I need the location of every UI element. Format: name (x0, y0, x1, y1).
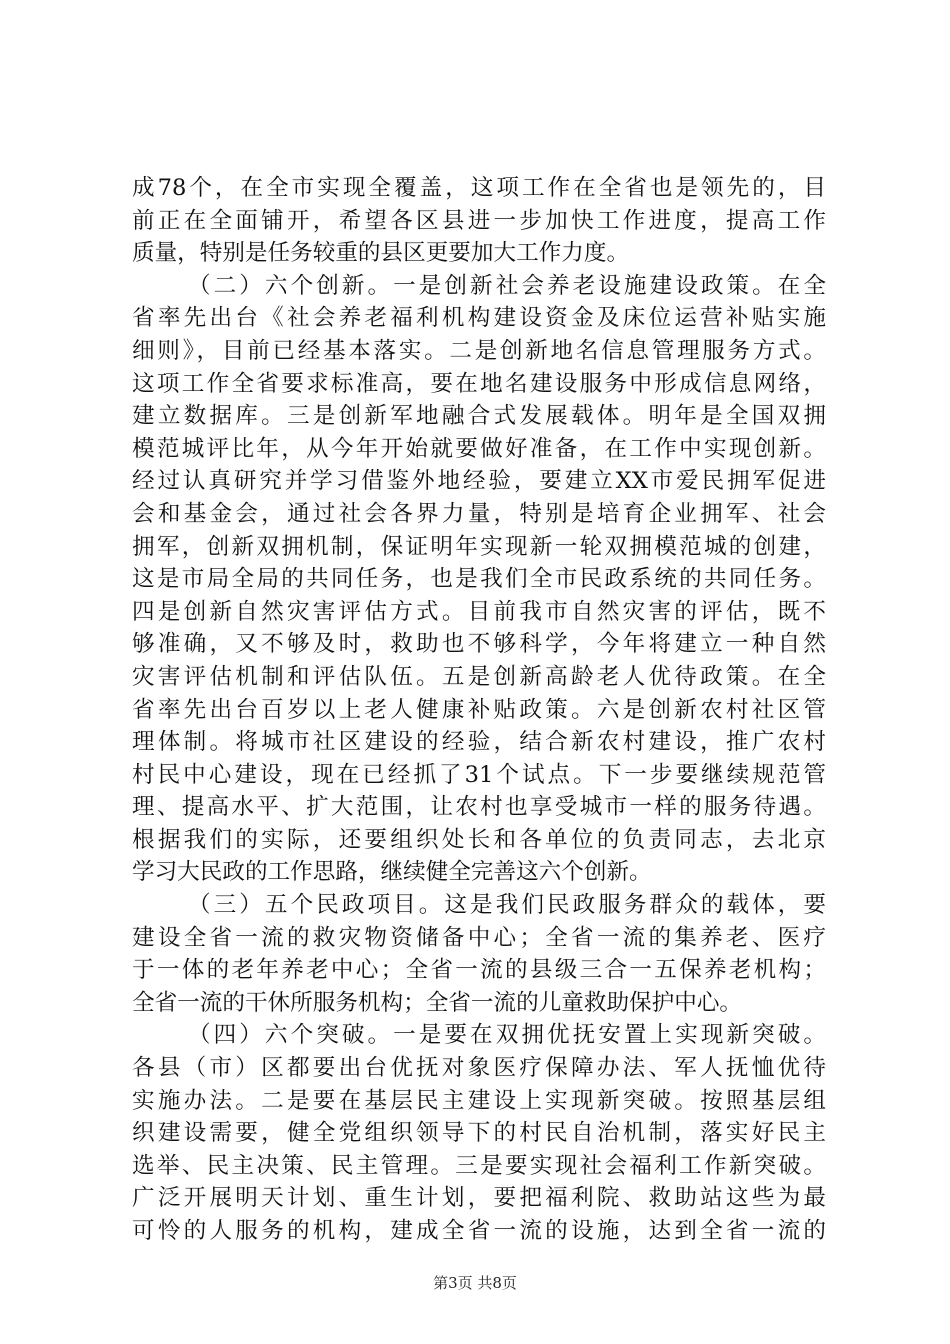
text-line: 质量，特别是任务较重的县区更要加大工作力度。 (132, 240, 630, 267)
text-line: 建设全省一流的救灾物资储备中心；全省一流的集养老、医疗 (132, 924, 826, 951)
text-line: （二）六个创新。一是创新社会养老设施建设政策。在全 (188, 272, 826, 299)
text-line: 成78个，在全市实现全覆盖，这项工作在全省也是领先的，目 (132, 175, 826, 201)
text-line: 可怜的人服务的机构，建成全省一流的设施，达到全省一流的 (132, 1218, 826, 1244)
text-line: 织建设需要，健全党组织领导下的村民自治机制，落实好民主 (132, 1120, 826, 1147)
text-line: 够准确，又不够及时，救助也不够科学，今年将建立一种自然 (132, 631, 826, 658)
text-line: 选举、民主决策、民主管理。三是要实现社会福利工作新突破。 (132, 1152, 826, 1179)
text-line: 各县（市）区都要出台优抚对象医疗保障办法、军人抚恤优待 (132, 1055, 826, 1082)
text-line: 拥军，创新双拥机制，保证明年实现新一轮双拥模范城的创建， (132, 533, 826, 560)
text-line: 灾害评估机制和评估队伍。五是创新高龄老人优待政策。在全 (132, 663, 826, 690)
document-body (132, 172, 826, 1248)
text-line: 广泛开展明天计划、重生计划，要把福利院、救助站这些为最 (132, 1185, 826, 1212)
text-line: 于一体的老年养老中心；全省一流的县级三合一五保养老机构； (132, 957, 826, 984)
text-line: 这是市局全局的共同任务，也是我们全市民政系统的共同任务。 (132, 566, 826, 593)
text-line: 学习大民政的工作思路，继续健全完善这六个创新。 (132, 859, 652, 886)
text-line: （三）五个民政项目。这是我们民政服务群众的载体，要 (188, 892, 826, 919)
text-line: （四）六个突破。一是要在双拥优抚安置上实现新突破。 (188, 1022, 826, 1049)
text-line: 模范城评比年，从今年开始就要做好准备，在工作中实现创新。 (132, 435, 826, 462)
text-line: 前正在全面铺开，希望各区县进一步加快工作进度，提高工作 (132, 207, 826, 234)
text-line: 建立数据库。三是创新军地融合式发展载体。明年是全国双拥 (132, 403, 826, 430)
text-line: 根据我们的实际，还要组织处长和各单位的负责同志，去北京 (132, 826, 826, 853)
text-line: 实施办法。二是要在基层民主建设上实现新突破。按照基层组 (132, 1087, 826, 1114)
page-footer: 第3页 共8页 (433, 1274, 517, 1292)
text-line: 理、提高水平、扩大范围，让农村也享受城市一样的服务待遇。 (132, 794, 826, 821)
text-line: 全省一流的干休所服务机构；全省一流的儿童救助保护中心。 (132, 989, 743, 1016)
text-line: 省率先出台《社会养老福利机构建设资金及床位运营补贴实施 (132, 305, 826, 332)
text-line: 会和基金会，通过社会各界力量，特别是培育企业拥军、社会 (132, 500, 826, 527)
text-line: 这项工作全省要求标准高，要在地名建设服务中形成信息网络， (132, 370, 826, 397)
text-line: 村民中心建设，现在已经抓了31个试点。下一步要继续规范管 (132, 761, 826, 788)
text-line: 理体制。将城市社区建设的经验，结合新农村建设，推广农村 (132, 729, 826, 756)
text-line: 省率先出台百岁以上老人健康补贴政策。六是创新农村社区管 (132, 696, 826, 723)
text-line: 四是创新自然灾害评估方式。目前我市自然灾害的评估，既不 (132, 598, 826, 625)
text-line: 细则》，目前已经基本落实。二是创新地名信息管理服务方式。 (132, 337, 826, 364)
text-line: 经过认真研究并学习借鉴外地经验，要建立XX市爱民拥军促进 (132, 468, 826, 495)
